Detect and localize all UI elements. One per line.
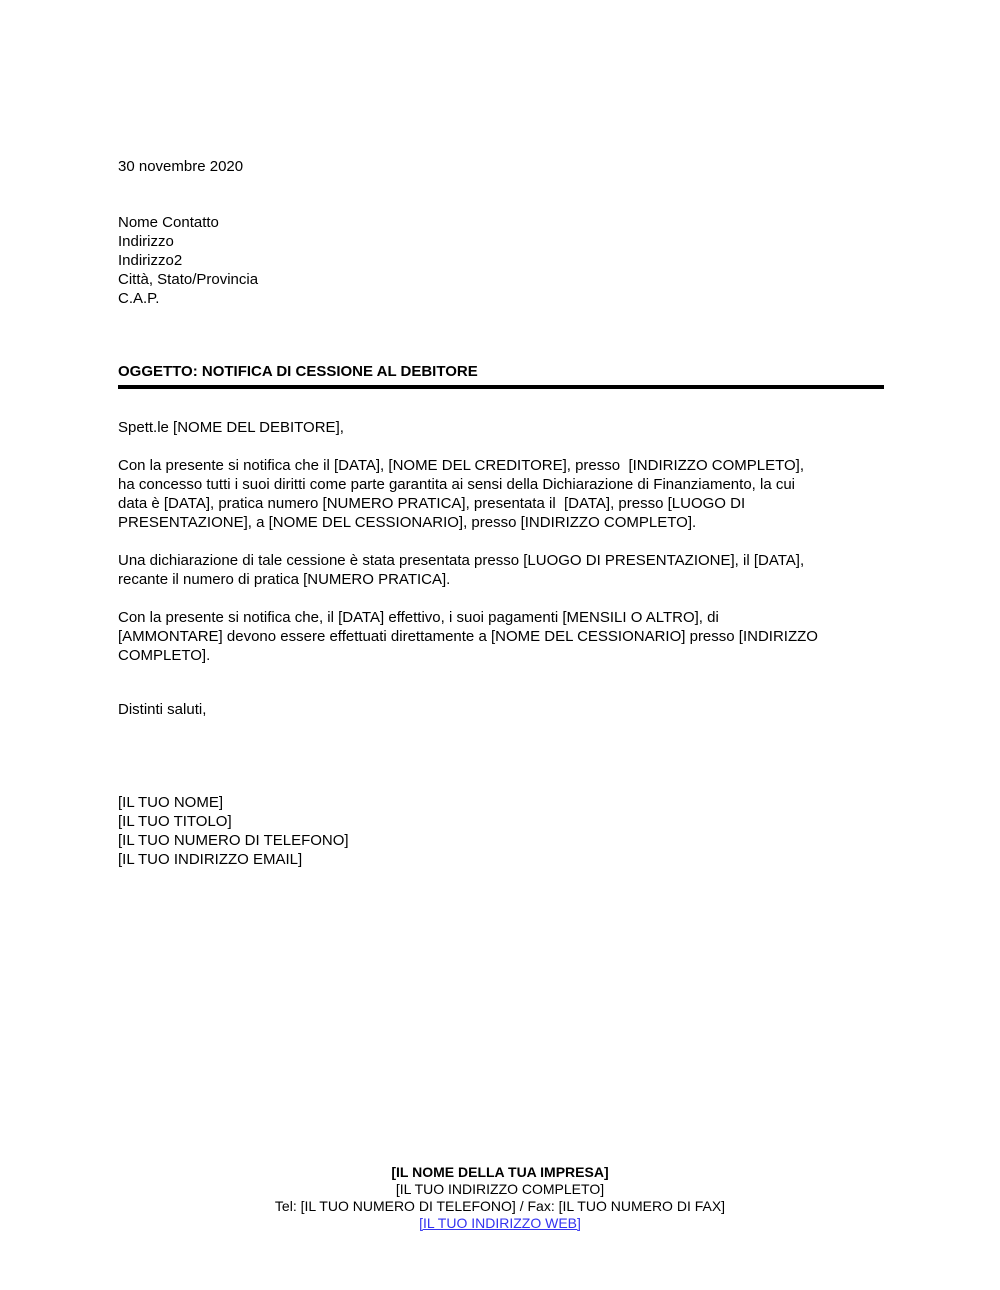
signature-line: [IL TUO INDIRIZZO EMAIL] — [118, 851, 303, 868]
paragraph-line: Con la presente si notifica che il [DATA], [NOME DEL CREDITORE], presso [INDIRIZZO COMPLETO], — [118, 457, 805, 474]
footer — [0, 1164, 1000, 1232]
paragraph-line: data è [DATA], pratica numero [NUMERO PRATICA], presentata il [DATA], presso [LUOGO DI — [118, 495, 746, 512]
footer-web — [0, 1215, 1000, 1232]
recipient-block — [118, 213, 884, 308]
paragraph-line: COMPLETO]. — [118, 647, 211, 664]
footer-company-name: [IL NOME DELLA TUA IMPRESA] — [391, 1164, 609, 1180]
signature-block — [118, 793, 884, 869]
recipient-line: Città, Stato/Provincia — [118, 271, 259, 288]
paragraph-line: ha concesso tutti i suoi diritti come parte garantita ai sensi della Dichiarazione di Finanziamento, la cui — [118, 476, 796, 493]
subject-heading: OGGETTO: NOTIFICA DI CESSIONE AL DEBITORE — [118, 363, 478, 380]
subject-block — [118, 362, 884, 389]
paragraph-2 — [118, 551, 884, 589]
signature-line: [IL TUO NOME] — [118, 794, 224, 811]
footer-address: [IL TUO INDIRIZZO COMPLETO] — [395, 1181, 605, 1197]
paragraph-line: PRESENTAZIONE], a [NOME DEL CESSIONARIO], presso [INDIRIZZO COMPLETO]. — [118, 514, 697, 531]
signature-line: [IL TUO NUMERO DI TELEFONO] — [118, 832, 349, 849]
recipient-line: Indirizzo2 — [118, 252, 183, 269]
salutation: Spett.le [NOME DEL DEBITORE], — [118, 419, 344, 436]
footer-web-link[interactable]: [IL TUO INDIRIZZO WEB] — [419, 1215, 581, 1231]
paragraph-3 — [118, 608, 884, 665]
paragraph-line: Una dichiarazione di tale cessione è stata presentata presso [LUOGO DI PRESENTAZIONE], il [DATA], — [118, 552, 805, 569]
footer-tel-fax: Tel: [IL TUO NUMERO DI TELEFONO] / Fax: [IL TUO NUMERO DI FAX] — [274, 1198, 726, 1214]
letter-content — [118, 157, 884, 869]
paragraph-line: Con la presente si notifica che, il [DATA] effettivo, i suoi pagamenti [MENSILI O ALTRO], di — [118, 609, 719, 626]
recipient-line: Nome Contatto — [118, 214, 219, 231]
paragraph-1 — [118, 456, 884, 532]
subject-rule — [118, 385, 884, 389]
recipient-line: Indirizzo — [118, 233, 174, 250]
recipient-line: C.A.P. — [118, 290, 160, 307]
paragraph-line: recante il numero di pratica [NUMERO PRATICA]. — [118, 571, 451, 588]
signature-line: [IL TUO TITOLO] — [118, 813, 232, 830]
paragraph-line: [AMMONTARE] devono essere effettuati direttamente a [NOME DEL CESSIONARIO] presso [INDIRIZZO — [118, 628, 818, 645]
letter-date: 30 novembre 2020 — [118, 158, 244, 175]
closing-salutation: Distinti saluti, — [118, 701, 207, 718]
